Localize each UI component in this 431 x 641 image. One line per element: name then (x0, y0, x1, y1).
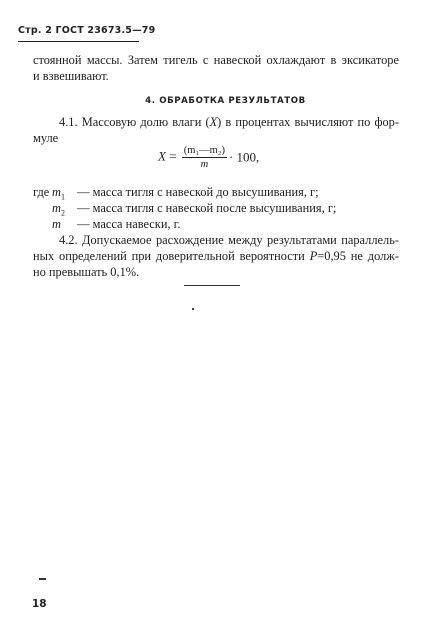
formula-equals: = (165, 148, 180, 164)
header-underline (18, 41, 139, 42)
paragraph-4-1-line-2: муле (33, 131, 59, 145)
definition-text: — масса тигля с навеской после высушивания, г; (74, 201, 337, 215)
definition-row (33, 184, 336, 200)
section-heading (0, 96, 431, 106)
p41-text-b: ) в процентах вычисляют по фор- (217, 115, 399, 129)
page-number: 18 (32, 598, 47, 610)
section-end-rule (184, 285, 240, 286)
paragraph-4-1-line-1 (33, 114, 399, 130)
p42-text-a: ных определений при доверительной вероятности (33, 249, 310, 263)
definition-symbol (52, 216, 74, 232)
variable-definitions (33, 184, 336, 232)
p42-var-p: P (309, 249, 318, 263)
formula-lhs: X (158, 148, 166, 164)
scan-speck (192, 308, 194, 310)
definition-row (33, 200, 336, 216)
page-header: Стр. 2 ГОСТ 23673.5—79 (18, 25, 156, 36)
moisture-formula (158, 145, 259, 170)
paragraph-4-2-line-2 (33, 248, 399, 264)
paragraph-4-2-line-1: 4.2. Допускаемое расхождение между результатами параллель- (59, 233, 399, 247)
p42-text-b: =0,95 не долж- (317, 249, 399, 263)
paragraph-4-1 (33, 114, 399, 146)
definition-text: — масса навески, г. (74, 217, 181, 231)
definition-symbol-letter: m (52, 217, 61, 231)
definitions-prefix: где (33, 185, 50, 199)
formula-numerator: (m₁—m₂) (183, 145, 225, 156)
definition-symbol-subscript: 1 (60, 192, 65, 202)
intro-line-1: стоянной массы. Затем тигель с навеской охлаждают в эксикаторе (33, 53, 399, 67)
definition-symbol-subscript: 2 (60, 208, 65, 218)
definition-symbol-letter: m (52, 185, 61, 199)
definition-row (33, 216, 336, 232)
formula-denominator: m (200, 159, 209, 170)
formula-multiplier: · 100, (228, 149, 260, 165)
definition-text: — масса тигля с навеской до высушивания, г; (74, 185, 319, 199)
formula-fraction (182, 145, 227, 170)
p41-var-x: X (209, 115, 218, 129)
definition-symbol-letter: m (52, 201, 61, 215)
p41-text-a: 4.1. Массовую долю влаги ( (59, 115, 210, 129)
margin-dash-mark (39, 578, 46, 580)
section-title: 4. ОБРАБОТКА РЕЗУЛЬТАТОВ (145, 96, 306, 106)
intro-paragraph (33, 52, 399, 84)
intro-line-2: и взвешивают. (33, 69, 109, 83)
paragraph-4-2 (33, 232, 399, 280)
paragraph-4-2-line-3: но превышать 0,1%. (33, 265, 140, 279)
